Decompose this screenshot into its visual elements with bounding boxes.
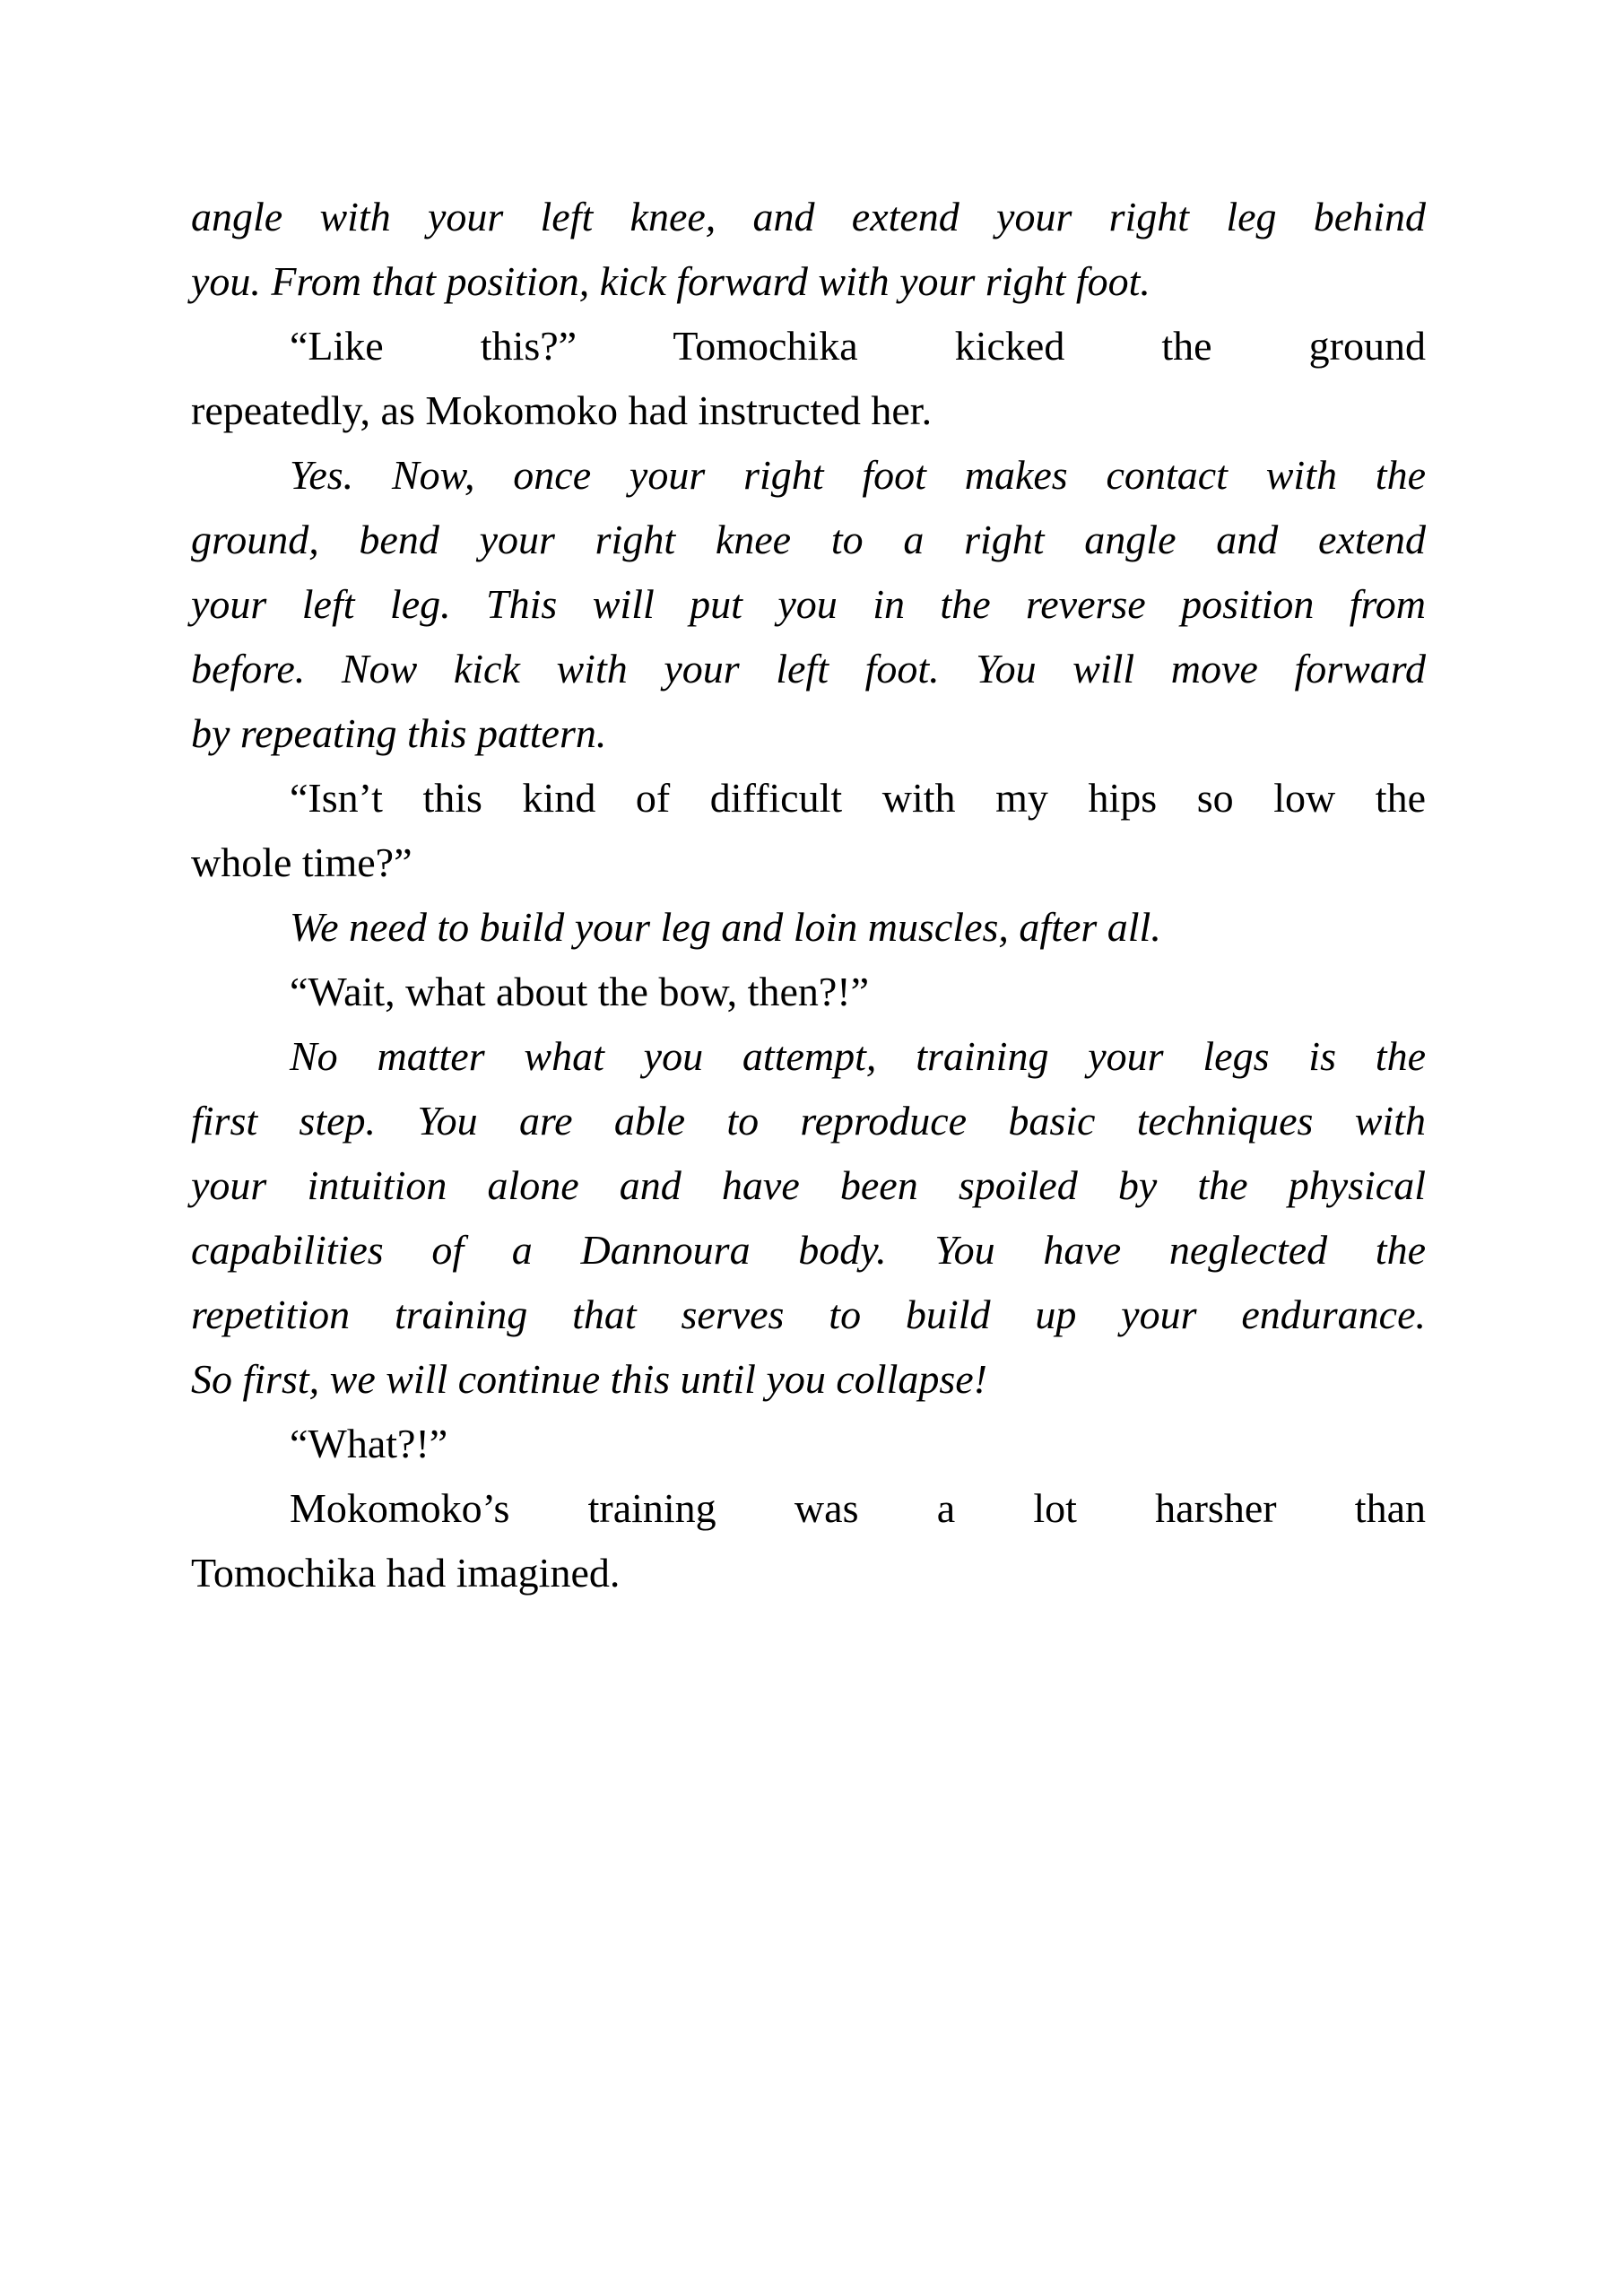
text-line: “Like this?” Tomochika kicked the ground — [290, 323, 1426, 369]
text-line: Yes. Now, once your right foot makes contact with the — [290, 452, 1426, 498]
text-line: whole time?” — [191, 839, 412, 885]
text-block — [191, 185, 1426, 1605]
text-line: So first, we will continue this until you collapse! — [191, 1356, 987, 1402]
paragraph — [191, 895, 1426, 960]
text-line: We need to build your leg and loin muscles, after all. — [290, 904, 1161, 950]
text-line: your left leg. This will put you in the reverse position from — [191, 581, 1426, 627]
text-line: before. Now kick with your left foot. You will move forward — [191, 646, 1426, 691]
text-line: “Wait, what about the bow, then?!” — [290, 969, 870, 1014]
text-line: your intuition alone and have been spoiled by the physical — [191, 1162, 1426, 1208]
paragraph — [191, 766, 1426, 895]
paragraph — [191, 443, 1426, 766]
text-line: angle with your left knee, and extend your right leg behind — [191, 194, 1426, 239]
paragraph — [191, 1412, 1426, 1476]
text-line: you. From that position, kick forward with your right foot. — [191, 258, 1150, 304]
text-line: Tomochika had imagined. — [191, 1550, 621, 1596]
text-line: capabilities of a Dannoura body. You have neglected the — [191, 1227, 1426, 1273]
text-line: No matter what you attempt, training your legs is the — [290, 1033, 1426, 1079]
paragraph — [191, 314, 1426, 443]
text-line: “What?!” — [290, 1421, 448, 1466]
text-line: Mokomoko’s training was a lot harsher than — [290, 1485, 1426, 1531]
text-line: by repeating this pattern. — [191, 710, 607, 756]
text-line: first step. You are able to reproduce basic techniques with — [191, 1098, 1426, 1144]
text-line: ground, bend your right knee to a right angle and extend — [191, 517, 1426, 562]
text-line: “Isn’t this kind of difficult with my hips so low the — [290, 775, 1426, 821]
text-line: repetition training that serves to build up your endurance. — [191, 1292, 1426, 1337]
paragraph — [191, 960, 1426, 1024]
paragraph — [191, 185, 1426, 314]
paragraph — [191, 1476, 1426, 1605]
text-line: repeatedly, as Mokomoko had instructed her. — [191, 387, 933, 433]
paragraph — [191, 1024, 1426, 1412]
